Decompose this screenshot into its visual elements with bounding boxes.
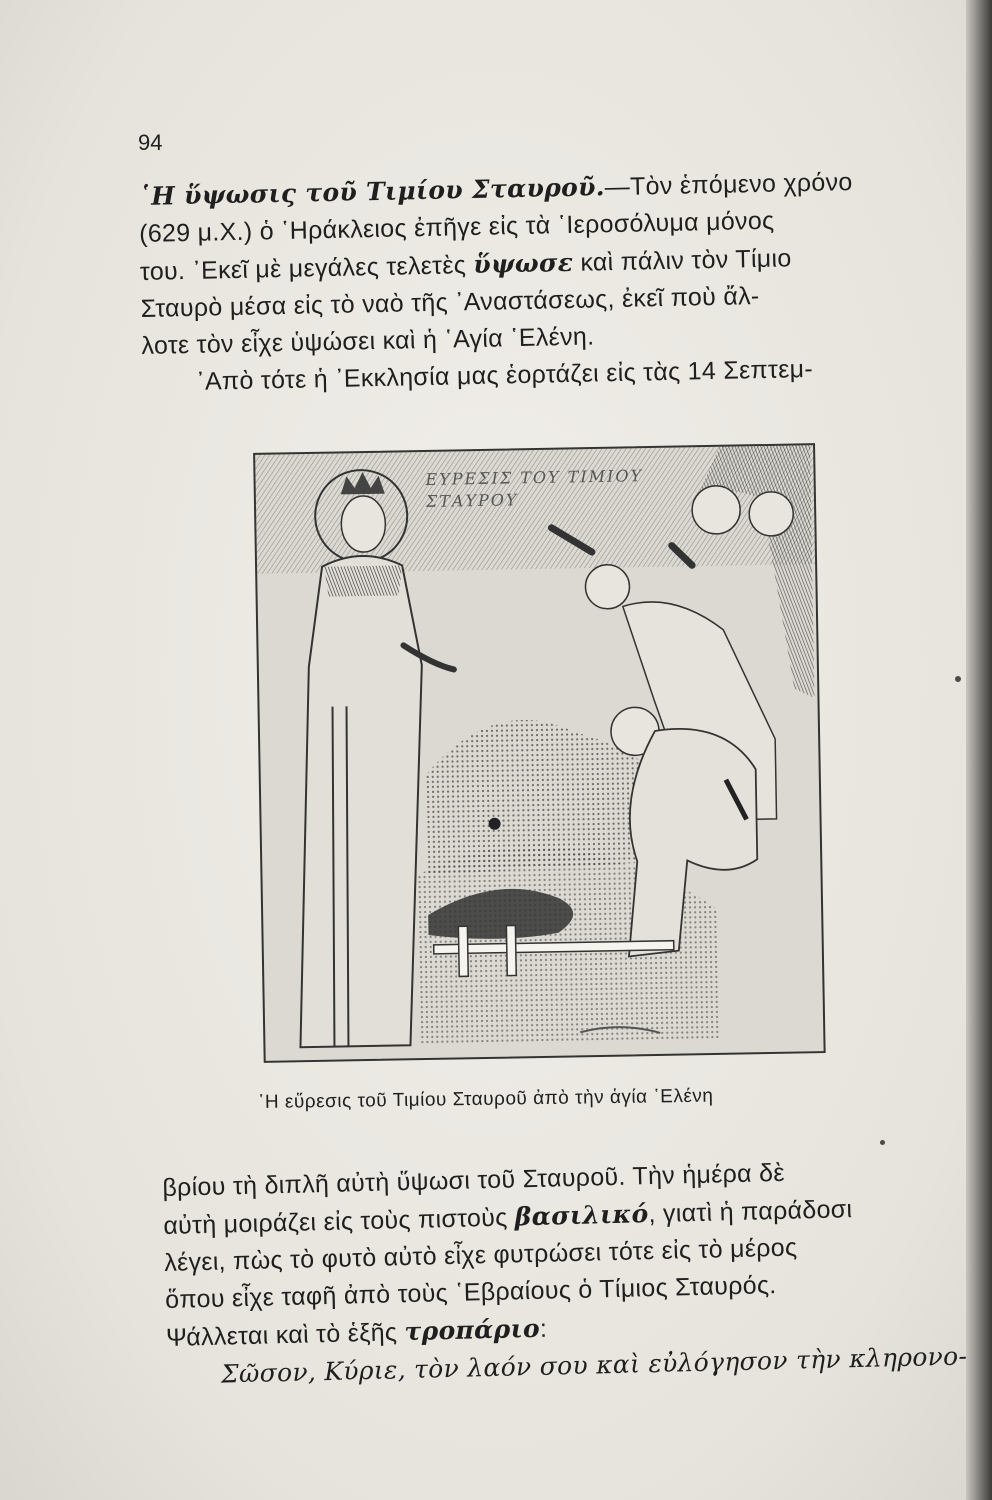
line-text: καὶ πάλιν τὸν Τίμιο: [572, 244, 792, 277]
section-paragraph: [138, 162, 923, 402]
inscription-line-2: ΣΤΑΥΡΟΥ: [425, 490, 519, 511]
line-text: :: [539, 1314, 548, 1343]
page-number: 94: [138, 130, 163, 155]
figure-caption: ῾Η εὕρεσις τοῦ Τιμίου Σταυροῦ ἀπὸ τὴν ἁγία ῾Ελένη: [258, 1085, 714, 1113]
hymn-line: Σῶσον, Κύριε, τὸν λαόν σου καὶ εὐλόγησον τὴν κληρονο-: [220, 1341, 968, 1389]
emphasized-word: ὕψωσε: [473, 247, 574, 279]
paragraph-line: λοτε τὸν εἶχε ὑψώσει καὶ ἡ ῾Αγία ῾Ελένη.: [141, 322, 595, 360]
heading-line-text: —Τὸν ἑπόμενο χρόνο: [604, 168, 853, 202]
line-text: αὐτὴ μοιράζει εἰς τοὺς πιστοὺς: [163, 1203, 516, 1240]
print-speck: [955, 676, 961, 682]
inscription-line-1: ΕΥΡΕΣΙΣ ΤΟΥ ΤΙΜΙΟΥ: [425, 466, 644, 489]
paragraph-line: ὅπου εἶχε ταφῆ ἀπὸ τοὺς ῾Εβραίους ὁ Τίμιος Σταυρός.: [164, 1271, 777, 1314]
paragraph-line: Σταυρὸ μέσα εἰς τὸ ναὸ τῆς ᾿Αναστάσεως, ἐκεῖ ποὺ ἄλ-: [140, 282, 760, 323]
paragraph-line: βρίου τὴ διπλῆ αὐτὴ ὕψωσι τοῦ Σταυροῦ. Τὴν ἡμέρα δὲ: [162, 1158, 786, 1202]
line-text: Ψάλλεται καὶ τὸ ἑξῆς: [165, 1318, 405, 1352]
onlooker-face: [585, 564, 630, 609]
section-heading: ῾Η ὕψωσις τοῦ Τιμίου Σταυροῦ.: [138, 172, 606, 211]
continuation-paragraph: [162, 1151, 968, 1394]
emphasized-word: τροπάριο: [404, 1313, 541, 1347]
line-text: του. ᾿Εκεῖ μὲ μεγάλες τελετὲς: [139, 250, 474, 286]
robe-collar: [324, 565, 403, 596]
print-speck: [880, 1140, 885, 1145]
book-spine-shadow: [966, 0, 992, 1500]
saint-helen-face: [341, 496, 386, 553]
paragraph-line: ᾿Απὸ τότε ἡ ᾿Εκκλησία μας ἑορτάζει εἰς τὰς 14 Σεπτεμ-: [195, 354, 814, 396]
onlooker-face: [749, 492, 794, 537]
line-text: , γιατὶ ἡ παράδοσι: [648, 1195, 853, 1229]
paragraph-line: (629 μ.Χ.) ὁ ῾Ηράκλειος ἐπῆγε εἰς τὰ ῾Ιεροσόλυμα μόνος: [138, 206, 775, 248]
paragraph-line: λέγει, πὼς τὸ φυτὸ αὐτὸ εἶχε φυτρώσει τότε εἰς τὸ μέρος: [163, 1233, 798, 1277]
onlooker-face: [692, 485, 741, 534]
engraving-illustration: [250, 438, 831, 1068]
emphasized-word: βασιλικό: [514, 1199, 649, 1232]
